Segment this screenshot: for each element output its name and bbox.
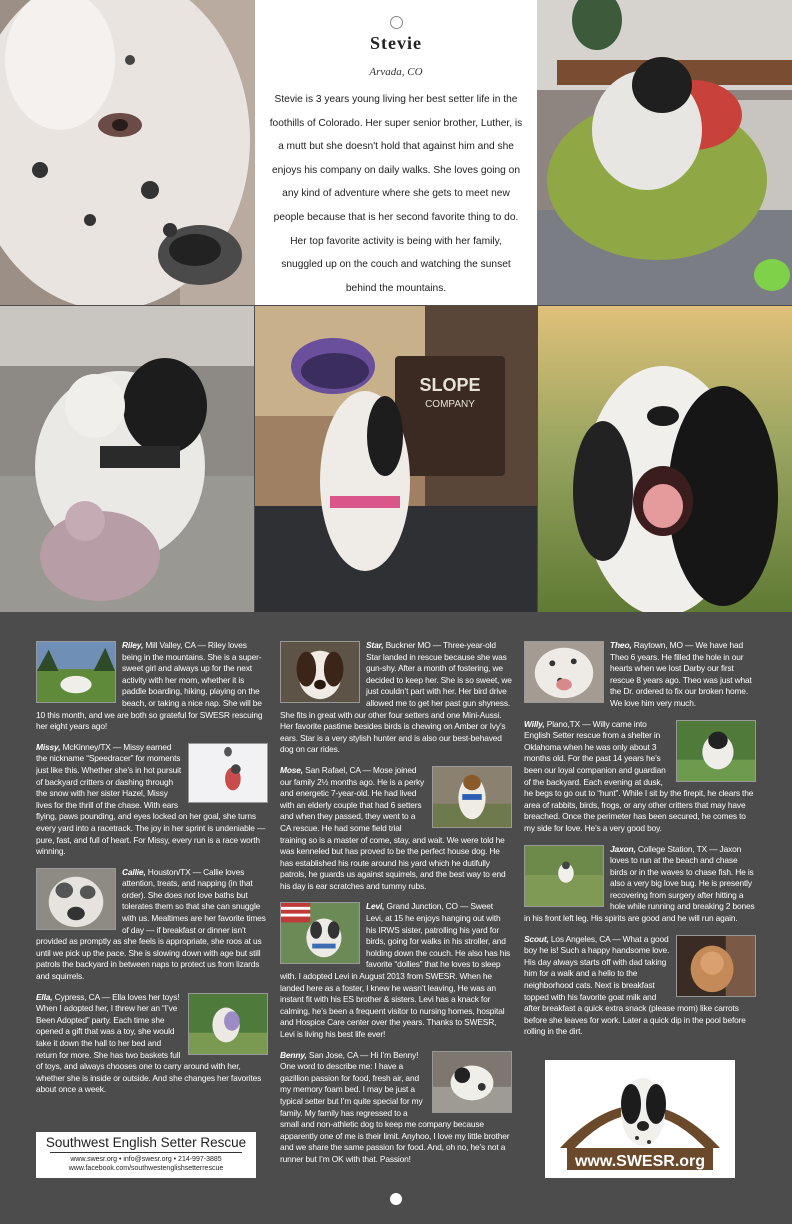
story-willy-name: Willy,: [524, 718, 545, 729]
story-jaxon-name: Jaxon,: [610, 843, 636, 854]
thumb-callie: [36, 868, 116, 930]
story-callie-text: Houston/TX — Callie loves attention, treats, and napping (in that order). She does not love baths but tolerates them so that she can snuggle with us. Mealtimes are her favorite times of day — if breakfast or dinner isn’t provided as promptly as she feels is appropriate, she roos at us until we pick up the pace. She is slowing down with age but still patrols the backyard in between naps to protect us from lizards and squirrels.: [36, 866, 266, 982]
thumb-mose: [432, 766, 512, 828]
stories-column-2: [280, 640, 512, 1175]
thumb-benny: [432, 1051, 512, 1113]
rescue-divider: [50, 1152, 242, 1153]
story-scout-text: Los Angeles, CA — What a good boy he is! Such a happy handsome love. His day always starts off with dad taking him for a walk and a hello to the neighborhood cats. Next is breakfast topped with his favorite goat milk and after breakfast a quick extra snack (please mom) like carrots before she leaves for work. Later a quick dip in the pool before rolling in the dirt.: [524, 933, 746, 1037]
story-theo-text: Raytown, MO — We have had Theo 6 years. He filled the hole in our hearts when we lost Darby our first rescue 8 years ago. Theo was just what the Dr. ordered to fix our broken home. We love him very much.: [610, 640, 752, 708]
rescue-title: Southwest English Setter Rescue: [45, 1135, 247, 1150]
photo-dog-sunset: [538, 306, 792, 612]
story-riley: [36, 640, 268, 733]
thumb-levi: [280, 902, 360, 964]
story-mose: [280, 765, 512, 893]
rescue-facebook[interactable]: www.facebook.com/southwestenglishsetterrescue: [68, 1165, 224, 1172]
story-scout-name: Scout,: [524, 933, 549, 944]
feature-title: Stevie: [370, 33, 422, 53]
story-callie-name: Callie,: [122, 866, 146, 877]
story-ella-text: Cypress, CA — Ella loves her toys! When I adopted her, I threw her an “I’ve Been Adopted” party. Each time she opened a gift that was a toy, she would take it down the hall to her bed and return for more. She has two baskets full of toys, and always chooses one to carry around with her, whether she is inside or outside. And she changes her favorites about once a week.: [36, 991, 262, 1095]
rescue-contact[interactable]: www.swesr.org • info@swesr.org • 214-997-3885: [70, 1156, 222, 1163]
story-mose-text: San Rafael, CA — Mose joined our family 2½ months ago. He is a perky and energetic 7-year-old. He had lived with an elderly couple that had 6 setters and when they passed, they went to a CA rescue. He had some field trial training so is a master of come, stay, and wait. We were told he was kenneled but has proved to be the perfect house dog. He has established his route around his yard which he dutifully patrols, he guards us against squirrels, and the best way to end his day is ear scratches and tummy rubs.: [280, 764, 506, 891]
story-missy-text: McKinney/TX — Missy earned the nickname “Speedracer” for moments just like this. Whether she’s in hot pursuit of backyard critters or dashing through the snow with her sister Hazel, Missy lives for the thrill of the chase. With ears flying, paws pounding, and eyes locked on her goal, she turns every yard into a racetrack. The joy in her sprint is undeniable — pure, fast, and full of heart. For Missy, every run is a race worth winning.: [36, 741, 266, 857]
thumb-star: [280, 641, 360, 703]
story-willy: [524, 719, 756, 835]
story-missy-name: Missy,: [36, 741, 61, 752]
story-star-text: Buckner MO — Three-year-old Star landed in rescue because she was gun-shy. After a month of fostering, we decided to keep her. She is so sweet, we just couldn’t part with her. Her bird drive allowed me to get her past gun shyness. She fits in great with our other four setters and one Mini-Aussi. Her favorite pastime besides birds is chewing on Amber or Ivy’s ears. Star is a very stylish hunter and is also our best-behaved dog on car rides.: [280, 640, 512, 755]
story-levi-name: Levi,: [366, 901, 385, 912]
story-ella: [36, 992, 268, 1096]
thumb-jaxon: [524, 845, 604, 907]
logo-text: www.SWESR.org: [574, 1153, 706, 1170]
swesr-logo[interactable]: [545, 1060, 735, 1178]
page-dot: [390, 1193, 402, 1205]
thumb-ella: [188, 993, 268, 1055]
thumb-missy: [188, 743, 268, 803]
stories-column-3: [524, 640, 756, 1047]
thumb-riley: [36, 641, 116, 703]
rescue-info-box: [36, 1132, 256, 1178]
story-star: [280, 640, 512, 756]
sign-line2: COMPANY: [425, 399, 475, 410]
story-benny: [280, 1050, 512, 1166]
photo-stevie-on-bed: [537, 0, 792, 305]
story-willy-text: Plano,TX — Willy came into English Setter rescue from a shelter in Oklahoma when he was only about 3 months old. For the past 14 years he’s been our loyal companion and guardian of the backyard. Each evening at dusk, he begs to go out to “hunt”. While I sit by the firepit, he clears the area of rabbits, birds, frogs, or any other critters that may have breached. Once the perimeter has been secured, he comes to my side for love. He’s a very good boy.: [524, 718, 754, 833]
story-riley-text: Mill Valley, CA — Riley loves being in the mountains. She is a super-sweet girl and always up for the next activity with her mom, whether it is paddle boarding, hiking, playing on the beach, or taking a nice nap. She will be 10 this month, and we are both so grateful for SWESR rescuing her eight years ago!: [36, 640, 263, 732]
feature-body: Stevie is 3 years young living her best setter life in the foothills of Colorado. Her super senior brother, Luther, is a mutt but she doesn't hold that against him and she enjoys his company on daily walks. She loves going on any kind of adventure where she gets to meet new people because that is her second favorite thing to do. Her top favorite activity is being with her family, snuggled up on the couch and watching the sunset behind the mountains.: [269, 94, 523, 294]
story-theo: [524, 640, 756, 710]
story-riley-name: Riley,: [122, 640, 144, 650]
story-jaxon-text: College Station, TX — Jaxon loves to run at the beach and chase birds or in the waves to chase fish. He is also a very big love bug. He is presently recovering from surgery after hitting a hole while running and breaking 2 bones in his front left leg. His spirits are good and he will run again.: [524, 843, 755, 924]
story-jaxon: [524, 844, 756, 925]
story-callie: [36, 867, 268, 983]
sign-line1: SLOPE: [419, 375, 481, 395]
photo-stevie-closeup: [0, 0, 255, 305]
feature-panel: [255, 0, 537, 305]
photo-dog-on-rug: [0, 306, 254, 612]
story-benny-name: Benny,: [280, 1049, 307, 1060]
thumb-scout: [676, 935, 756, 997]
thumb-willy: [676, 720, 756, 782]
story-levi: [280, 901, 512, 1040]
story-theo-name: Theo,: [610, 640, 632, 650]
story-mose-name: Mose,: [280, 764, 303, 775]
hanging-hole: [390, 16, 403, 29]
story-benny-text: San Jose, CA — Hi I’m Benny! One word to describe me: I have a gazillion passion for food, fresh air, and my memory foam bed. I may be just a typical setter but I’m quite special for my family. My family has regressed to a small and non-athletic dog to keep me company because apparently one of me is their limit. Anyhoo, I love my little brother and we share the same passion for food. And, oh no, he’s not a runner but I’m OK with that. Passion!: [280, 1049, 510, 1164]
story-levi-text: Grand Junction, CO — Sweet Levi, at 15 he enjoys hanging out with his IRWS sister, patrolling his yard for birds, going for walks in his stroller, and holding down the couch. He also has his favorite “dollies” that he loves to sleep with. I adopted Levi in August 2013 from SWESR. When he landed here as a foster, I knew he wasn’t leaving, He was an instant fit with his ES brother & sisters. Levi has a knack for calming, he’s been a frequent visitor to nursing homes, hospital and Hospice Care center over the years. Thanks to SWESR, Levi is living his best life ever!: [280, 901, 511, 1039]
thumb-theo: [524, 641, 604, 703]
story-ella-name: Ella,: [36, 991, 53, 1002]
stories-column-1: [36, 640, 268, 1105]
story-star-name: Star,: [366, 640, 384, 650]
story-scout: [524, 934, 756, 1038]
story-missy: [36, 742, 268, 858]
feature-location: Arvada, CO: [369, 66, 423, 78]
photo-dog-with-goggles: [255, 306, 537, 612]
